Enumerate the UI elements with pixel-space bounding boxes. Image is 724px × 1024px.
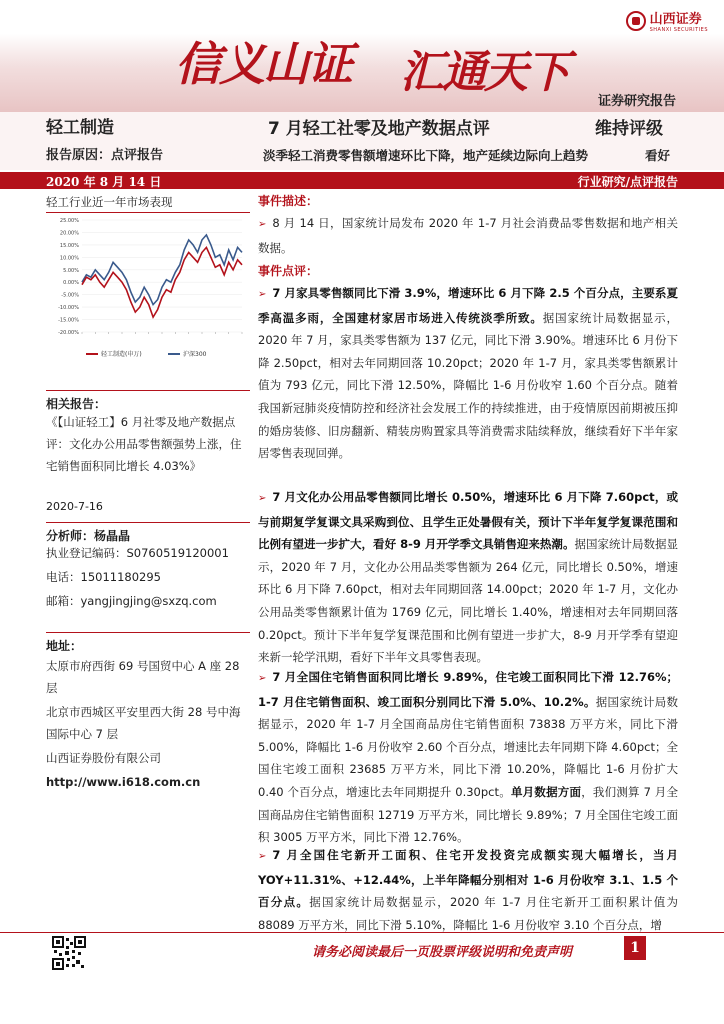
logo-english: SHANXI SECURITIES <box>649 27 708 33</box>
report-type: 证券研究报告 <box>597 94 676 109</box>
arrow-icon: ➢ <box>258 851 267 862</box>
company-name: 山西证券股份有限公司 <box>46 751 161 765</box>
address-heading: 地址： <box>46 632 250 654</box>
company-website[interactable]: http://www.i618.com.cn <box>46 775 201 789</box>
report-category: 行业研究/点评报告 <box>577 175 678 189</box>
arrow-icon: ➢ <box>258 493 267 504</box>
email-address[interactable]: 邮箱：yangjingjing@sxzq.com <box>46 594 217 608</box>
footer-divider <box>0 932 724 933</box>
slogan-right: 汇通天下 <box>400 47 568 98</box>
page-subtitle: 淡季轻工消费零售额增速环比下降，地产延续边际向上趋势 <box>263 148 589 163</box>
address-taiyuan: 太原市府西街 69 号国贸中心 A 座 28 层 <box>46 659 240 695</box>
housing-text: 据国家统计局数据显示，2020 年 1-7 月全国商品房住宅销售面积 73838 万平方米，同比下滑 5.00%，降幅比 1-6 月份收窄 2.60 个百分点，增速比去年同期下降 4.60pct；全国住宅竣工面积 23685 万平方米，同比下滑 10.20%，降幅比 1-6 月份扩大 0.40 个百分点，增速比去年同期提升 0.30pct。 <box>258 694 679 799</box>
related-reports-heading: 相关报告： <box>46 390 250 412</box>
paragraph-stationery <box>258 486 678 669</box>
construction-text: 据国家统计局数据显示，2020 年 1-7 月住宅新开工面积累计值为 88089 万平方米，同比下滑 5.10%，降幅比 1-6 月份收窄 3.10 个百分点，增 <box>258 895 679 932</box>
logo-icon <box>626 11 646 31</box>
logo-name: 山西证券 <box>649 12 702 27</box>
paragraph-furniture <box>258 282 678 465</box>
chart-ytick-label: 15.00% <box>59 242 79 249</box>
qr-code-icon <box>52 936 86 970</box>
page-title: 7 月轻工社零及地产数据点评 <box>268 119 490 139</box>
paragraph-housing-sales <box>258 666 678 849</box>
stationery-highlight: 7 月文化办公用品零售额同比增长 0.50%，增速环比 6 月下降 7.60pct，或与前期复学复课文具采购到位、且学生正处暑假有关，预计下半年复学复课范围和比例有望进一步扩大，看好 8-9 月开学季文具销售迎来热潮。 <box>258 490 678 552</box>
related-report-date: 2020-7-16 <box>46 500 103 513</box>
comment-heading: 事件点评： <box>258 264 319 278</box>
address-beijing: 北京市西城区平安里西大街 28 号中海国际中心 7 层 <box>46 705 241 741</box>
disclaimer-notice: 请务必阅读最后一页股票评级说明和免责声明 <box>312 945 573 960</box>
event-paragraph <box>258 212 678 259</box>
market-chart <box>46 214 250 364</box>
chart-ytick-label: 25.00% <box>59 218 79 224</box>
analyst-heading: 分析师：杨晶晶 <box>46 522 250 544</box>
arrow-icon: ➢ <box>258 289 267 300</box>
housing-highlight: 7 月全国住宅销售面积同比增长 9.89%，住宅竣工面积同比下滑 12.76%；1-7 月住宅销售面积、竣工面积分别同比下滑 5.0%、10.2%。 <box>258 670 678 709</box>
chart-ytick-label: -15.00% <box>58 317 79 324</box>
related-report-link[interactable]: 《【山证轻工】6 月社零及地产数据点评：文化办公用品零售额强势上涨，住宅销售面积同比增长 4.03%》 <box>46 415 242 473</box>
chart-ytick-label: -10.00% <box>58 305 79 312</box>
report-reason: 报告原因：点评报告 <box>46 148 164 163</box>
chart-legend-label: 轻工制造(申万) <box>101 351 142 358</box>
phone-number: 电话：15011180295 <box>46 570 161 584</box>
monthly-data-highlight: 单月数据方面 <box>510 784 582 799</box>
chart-ytick-label: 5.00% <box>63 267 79 274</box>
chart-svg <box>46 214 250 364</box>
license-number: 执业登记编码：S0760519120001 <box>46 546 229 560</box>
monthly-data-text: ，我们测算 7 月全国商品房住宅销售面积 12719 万平方米，同比增长 9.89%；7 月全国住宅竣工面积 3005 万平方米，同比下滑 12.76%。 <box>258 784 679 845</box>
chart-ytick-label: 0.00% <box>63 280 79 287</box>
report-date: 2020 年 8 月 14 日 <box>46 175 162 189</box>
chart-ytick-label: 10.00% <box>59 255 79 262</box>
construction-highlight: 7 月全国住宅新开工面积、住宅开发投资完成额实现大幅增长，当月 YOY+11.31%、+12.44%，上半年降幅分别相对 1-6 月份收窄 3.1、1.5 个百分点。 <box>258 848 678 910</box>
chart-ytick-label: -20.00% <box>58 330 79 336</box>
rating-value: 看好 <box>645 148 671 163</box>
header-banner <box>0 0 724 112</box>
furniture-highlight: 7 月家具零售额同比下滑 3.9%，增速环比 6 月下降 2.5 个百分点，主要系夏季高温多雨，全国建材家居市场进入传统淡季所致。 <box>258 286 678 325</box>
page-number: 1 <box>624 936 646 960</box>
rating-label: 维持评级 <box>595 119 663 139</box>
chart-ytick-label: -5.00% <box>61 292 79 299</box>
company-logo <box>626 8 708 33</box>
event-heading: 事件描述： <box>258 194 319 208</box>
sector-name: 轻工制造 <box>46 118 114 138</box>
slogan-left: 信义山证 <box>175 37 351 91</box>
event-text: 8 月 14 日，国家统计局发布 2020 年 1-7 月社会消费品零售数据和地产相关数据。 <box>258 216 678 255</box>
chart-legend-label: 沪深300 <box>183 351 207 358</box>
furniture-text: 据国家统计局数据显示，2020 年 7 月，家具类零售额为 137 亿元，同比下滑 3.90%。增速环比 6 月份下降 2.50pct，相对去年同期回落 10.20pct；2020 年 1-7 月，家具类零售额累计值为 793 亿元，同比下滑 12.50%，降幅比 1-6 月份收窄 1.60 个百分点。随着我国新冠肺炎疫情防控和经济社会发展工作的持续推进，由于疫情原因前期被压抑的婚房装修、旧房翻新、精装房购置家具等消费需求陆续释放，继续看好下半年家居零售表现回弹。 <box>258 310 679 461</box>
arrow-icon: ➢ <box>258 219 267 230</box>
chart-title: 轻工行业近一年市场表现 <box>46 194 250 213</box>
arrow-icon: ➢ <box>258 673 267 684</box>
stationery-text: 据国家统计局数据显示，2020 年 7 月，文化办公用品类零售额为 264 亿元，同比增长 0.50%，增速环比 6 月下降 7.60pct，相对去年同期回落 14.00pct；2020 年 1-7 月，文化办公用品类零售额累计值为 1769 亿元，同比增长 1.40%，增速相对去年同期回落 0.20pct。预计下半年复学复课范围和比例有望进一步扩大，8-9 月开学季有望迎来新一轮学汛期，看好下半年文具零售表现。 <box>258 537 679 665</box>
paragraph-new-construction <box>258 844 678 936</box>
chart-ytick-label: 20.00% <box>59 230 79 237</box>
